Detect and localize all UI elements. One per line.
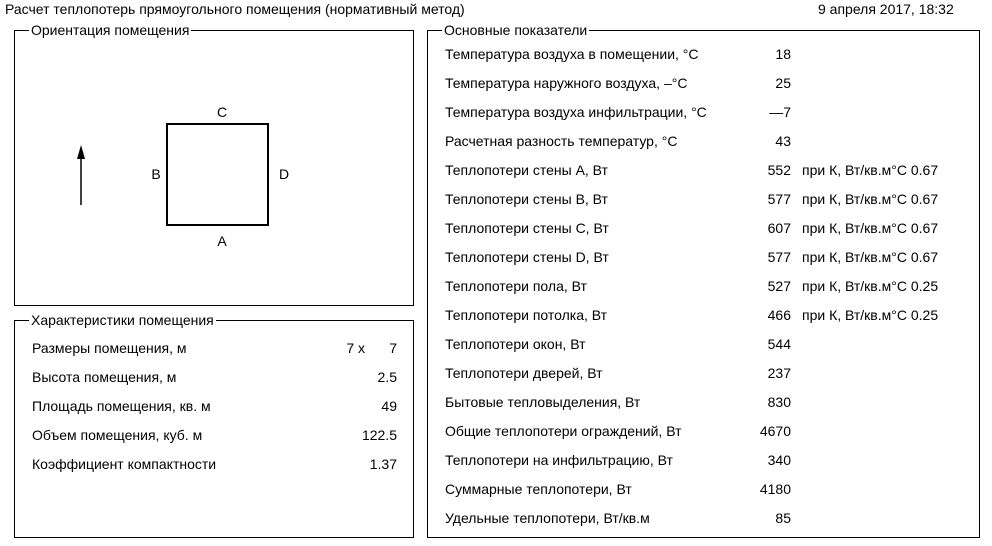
indicator-label: Теплопотери дверей, Вт [445, 365, 603, 381]
heat-transfer-coefficient: при К, Вт/кв.м°С 0.67 [802, 249, 939, 265]
indicator-row [428, 363, 979, 383]
indicator-value: 85 [775, 510, 791, 526]
room-outline [167, 124, 268, 225]
indicator-row [428, 421, 979, 441]
row-value: 2.5 [377, 369, 397, 385]
indicator-value: 544 [767, 336, 791, 352]
indicator-value: 18 [775, 46, 791, 62]
indicator-value: 466 [767, 307, 791, 323]
indicator-label: Теплопотери окон, Вт [445, 336, 586, 352]
indicator-row [428, 73, 979, 93]
orientation-group-title: Ориентация помещения [31, 22, 190, 38]
row-value: 122.5 [361, 427, 397, 443]
indicator-label: Теплопотери потолка, Вт [445, 307, 608, 323]
indicator-row [428, 450, 979, 470]
main-indicators-group [427, 22, 980, 538]
area-row [15, 396, 413, 416]
indicator-value: 552 [767, 162, 791, 178]
compactness-row [15, 454, 413, 474]
indicator-label: Суммарные теплопотери, Вт [445, 481, 632, 497]
indicator-value: 577 [767, 191, 791, 207]
height-row [15, 367, 413, 387]
indicator-row [428, 392, 979, 412]
characteristics-group-title: Характеристики помещения [31, 312, 214, 328]
indicators-group-title: Основные показатели [444, 22, 588, 38]
indicator-label: Удельные теплопотери, Вт/кв.м [445, 510, 650, 526]
report-datetime: 9 апреля 2017, 18:32 [818, 1, 954, 17]
heat-transfer-coefficient: при К, Вт/кв.м°С 0.25 [802, 278, 939, 294]
indicator-label: Теплопотери стены B, Вт [445, 191, 608, 207]
indicator-row [428, 44, 979, 64]
row-value: 7 [389, 340, 397, 356]
indicator-row [428, 305, 979, 325]
orientation-group [14, 22, 414, 306]
row-label: Площадь помещения, кв. м [32, 398, 211, 414]
indicator-row [428, 102, 979, 122]
indicator-label: Расчетная разность температур, °C [445, 133, 678, 149]
indicator-row [428, 276, 979, 296]
side-label-left: B [151, 166, 161, 182]
indicator-label: Теплопотери стены A, Вт [445, 162, 608, 178]
indicator-label: Температура воздуха инфильтрации, °C [445, 104, 707, 120]
indicator-value: 340 [767, 452, 791, 468]
indicator-value: 4180 [759, 481, 791, 497]
indicator-label: Температура наружного воздуха, –°C [445, 75, 688, 91]
indicator-value: 237 [767, 365, 791, 381]
indicator-row [428, 189, 979, 209]
indicator-row [428, 160, 979, 180]
volume-row [15, 425, 413, 445]
indicator-label: Теплопотери стены C, Вт [445, 220, 609, 236]
indicator-row [428, 479, 979, 499]
dimensions-row [15, 338, 413, 358]
row-label: Объем помещения, куб. м [32, 427, 203, 443]
indicator-value: 830 [767, 394, 791, 410]
heat-transfer-coefficient: при К, Вт/кв.м°С 0.67 [802, 162, 939, 178]
heat-transfer-coefficient: при К, Вт/кв.м°С 0.67 [802, 191, 939, 207]
indicator-value: 4670 [759, 423, 791, 439]
indicator-row [428, 131, 979, 151]
indicator-row [428, 334, 979, 354]
heat-transfer-coefficient: при К, Вт/кв.м°С 0.67 [802, 220, 939, 236]
indicator-label: Теплопотери стены D, Вт [445, 249, 609, 265]
indicator-label: Общие теплопотери ограждений, Вт [445, 423, 682, 439]
side-label-bottom: A [217, 233, 227, 249]
indicator-value: —7 [769, 104, 791, 120]
room-characteristics-group [14, 312, 414, 538]
indicator-label: Теплопотери на инфильтрацию, Вт [445, 452, 673, 468]
row-value: 49 [381, 398, 397, 414]
indicator-value: 25 [775, 75, 791, 91]
dimension-a-value: 7 x [346, 340, 365, 356]
heat-transfer-coefficient: при К, Вт/кв.м°С 0.25 [802, 307, 939, 323]
indicator-value: 43 [775, 133, 791, 149]
side-label-right: D [278, 166, 290, 182]
north-arrow-icon [77, 145, 85, 205]
indicator-value: 577 [767, 249, 791, 265]
indicator-value: 607 [767, 220, 791, 236]
indicator-row [428, 508, 979, 528]
indicator-row [428, 247, 979, 267]
indicator-label: Температура воздуха в помещении, °C [445, 46, 699, 62]
indicator-value: 527 [767, 278, 791, 294]
row-label: Размеры помещения, м [32, 340, 187, 356]
report-title: Расчет теплопотерь прямоугольного помещения (нормативный метод) [5, 1, 465, 17]
indicator-label: Бытовые тепловыделения, Вт [445, 394, 641, 410]
side-label-top: C [216, 104, 228, 120]
row-label: Коэффициент компактности [32, 456, 217, 472]
row-value: 1.37 [369, 456, 397, 472]
orientation-diagram [15, 31, 413, 305]
indicator-label: Теплопотери пола, Вт [445, 278, 587, 294]
indicator-row [428, 218, 979, 238]
row-label: Высота помещения, м [32, 369, 177, 385]
